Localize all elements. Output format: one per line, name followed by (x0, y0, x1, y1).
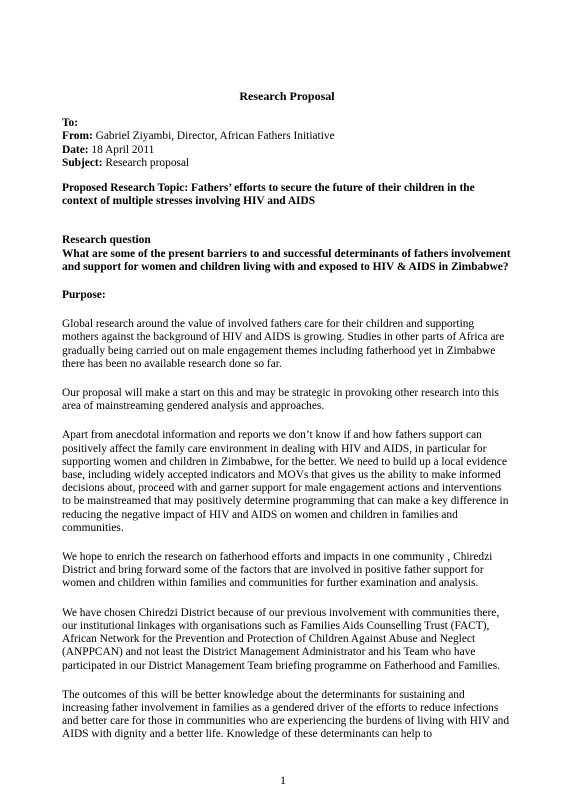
paragraph: The outcomes of this will be better knowledge about the determinants for sustaining and increasing father involvement in families as a gendered driver of the efforts to reduce infections and better care for those in communities who are experiencing the burdens of living with HIV and AIDS with dignity and a better life. Knowledge of these determinants can help to (62, 688, 510, 741)
research-question-section (62, 234, 512, 274)
to-line (62, 117, 512, 130)
research-question-heading: Research question (62, 234, 151, 247)
paragraph: Our proposal will make a start on this and may be strategic in provoking other research into this area of mainstreaming gendered analysis and approaches. (62, 387, 499, 413)
paragraph: Apart from anecdotal information and reports we don’t know if and how fathers support can positively affect the family care environment in dealing with HIV and AIDS, in particular for supporting women and children in Zimbabwe, for the better. We need to build up a local evidence base, including widely accepted indicators and MOVs that gives us the ability to make informed decisions about, proceed with and garner support for male engagement actions and interventions to be mainstreamed that may positively determine programming that can make a key difference in reducing the negative impact of HIV and AIDS on women and children in families and communities. (62, 429, 509, 534)
document-title: Research Proposal (239, 89, 335, 103)
research-question-text: What are some of the present barriers to and successful determinants of fathers involvement and support for women and children living with and exposed to HIV & AIDS in Zimbabwe? (62, 247, 511, 273)
document-page (62, 90, 512, 742)
date-label: Date: (62, 143, 89, 156)
to-label: To: (62, 117, 79, 130)
date-value: 18 April 2011 (88, 143, 155, 156)
from-line (62, 130, 512, 143)
purpose-heading: Purpose: (62, 289, 106, 302)
paragraph: We have chosen Chiredzi District because of our previous involvement with communities there, our institutional linkages with organisations such as Families Aids Counselling Trust (FACT), African Network for the Prevention and Protection of Children Against Abuse and Neglect (ANPPCAN) and not least the District Management Administrator and his Team who have participated in our District Management Team briefing programme on Fatherhood and Families. (62, 606, 501, 672)
subject-value: Research proposal (102, 156, 190, 169)
paragraph: Global research around the value of involved fathers care for their children and supporting mothers against the background of HIV and AIDS is growing. Studies in other parts of Africa are gradually being carried out on male engagement themes including fatherhood yet in Zimbabwe there has been no available research done so far. (62, 318, 505, 370)
research-topic: Proposed Research Topic: Fathers’ efforts to secure the future of their children in the context of multiple stresses involving HIV and AIDS (62, 182, 475, 208)
date-line (62, 144, 512, 157)
subject-label: Subject: (62, 156, 103, 169)
from-value: Gabriel Ziyambi, Director, African Fathers Initiative (92, 130, 335, 143)
subject-line (62, 157, 512, 170)
from-label: From: (62, 130, 93, 143)
page-number: 1 (280, 773, 286, 787)
paragraph: We hope to enrich the research on fatherhood efforts and impacts in one community , Chiredzi District and bring forward some of the factors that are involved in positive father support for women and children within families and communities for further examination and analysis. (62, 551, 493, 590)
memo-header (62, 117, 512, 170)
